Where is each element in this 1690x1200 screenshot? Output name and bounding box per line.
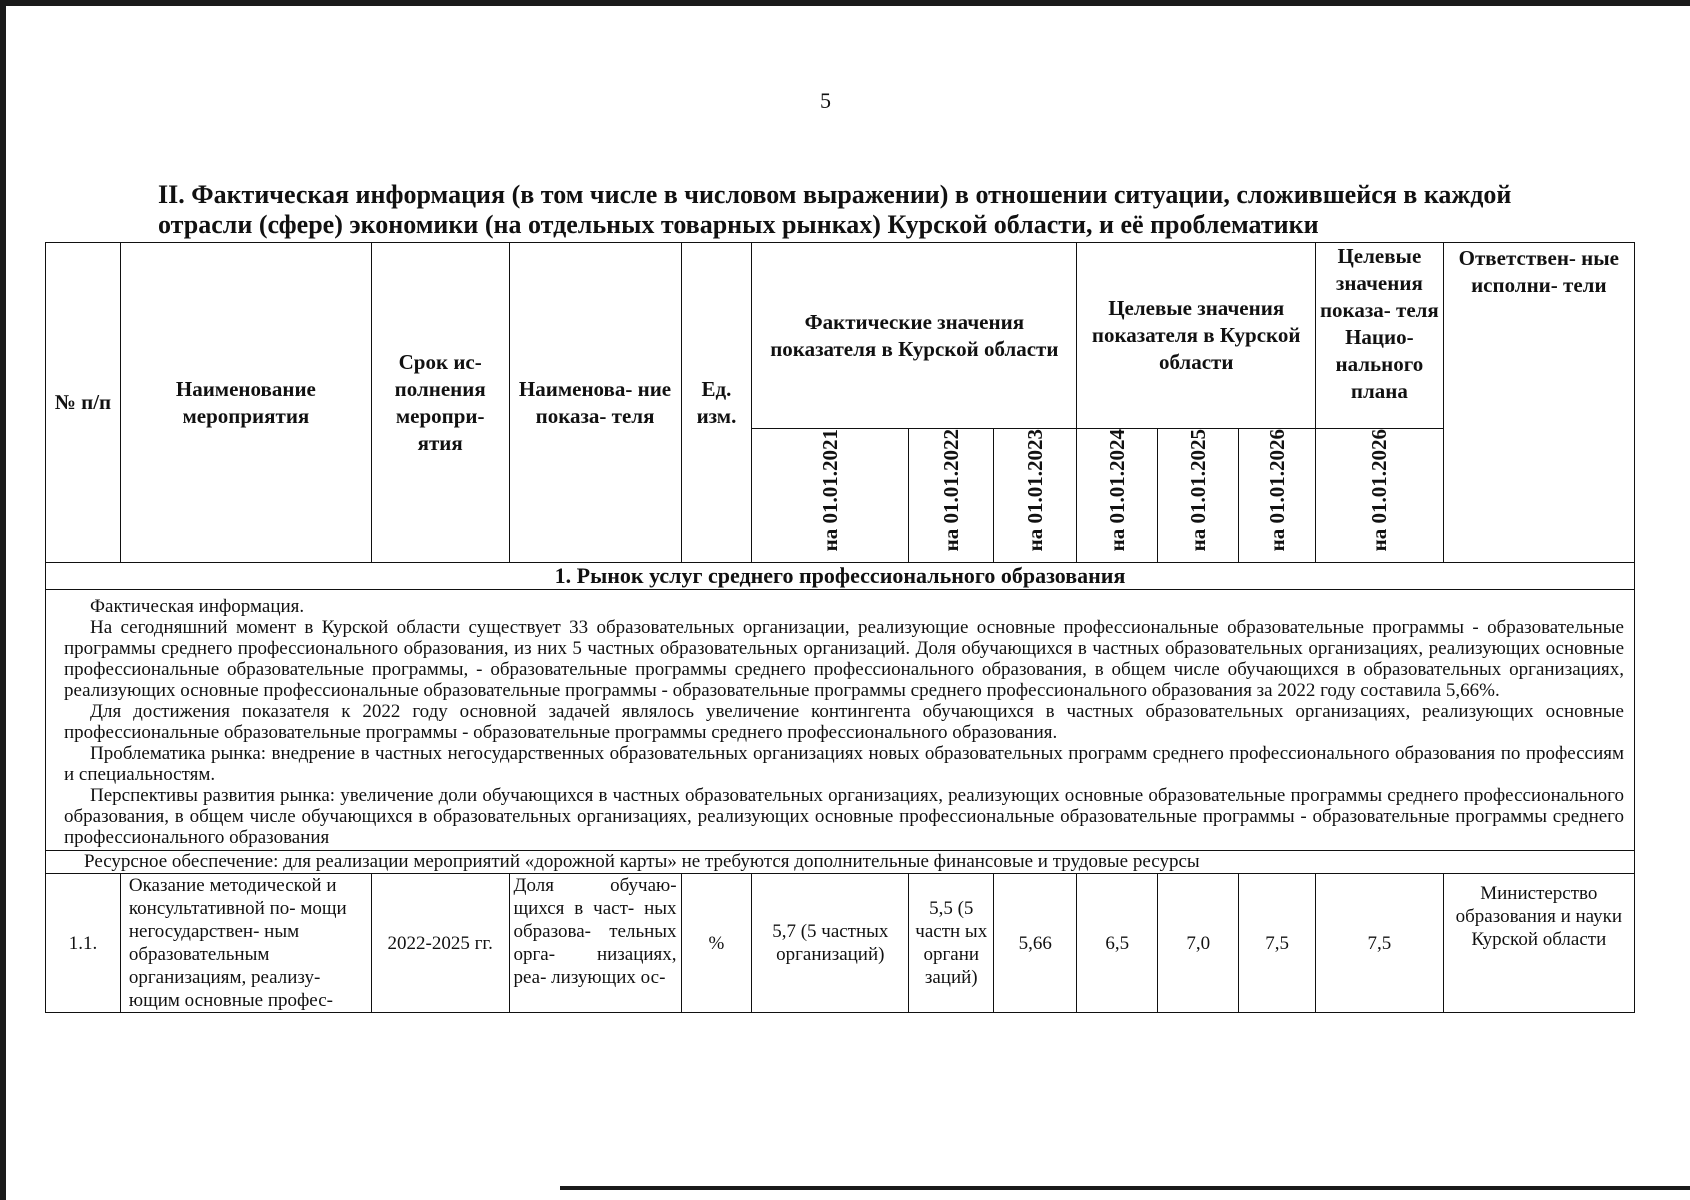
row-national-value: 7,5 [1316, 874, 1444, 1013]
header-date-2021: на 01.01.2021 [818, 429, 843, 552]
header-activity: Наименование мероприятия [120, 243, 371, 563]
header-date-2023: на 01.01.2023 [1023, 429, 1048, 552]
row-value-2021: 5,7 (5 частных организаций) [752, 874, 909, 1013]
header-responsible: Ответствен- ные исполни- тели [1443, 243, 1634, 563]
roadmap-table [45, 242, 1635, 1013]
row-number: 1.1. [46, 874, 121, 1013]
header-date-national-2026: на 01.01.2026 [1367, 429, 1392, 552]
row-value-2022: 5,5 (5 частн ых органи заций) [909, 874, 994, 1013]
header-national-plan: Целевые значения показа- теля Нацио- нального плана [1316, 243, 1444, 429]
row-indicator: Доля обучаю- щихся в част- ных образова- тельных орга- низациях, реа- лизующих ос- [509, 874, 681, 1013]
row-value-2023: 5,66 [994, 874, 1077, 1013]
header-actual-values: Фактические значения показателя в Курской области [752, 243, 1077, 429]
row-term: 2022-2025 гг. [371, 874, 509, 1013]
row-value-2024: 6,5 [1077, 874, 1158, 1013]
section-title: II. Фактическая информация (в том числе в числовом выражении) в отношении ситуации, сложившейся в каждой отрасли (сфере) экономики (на отдельных товарных рынках) Курской области, и её проблематики [158, 180, 1512, 239]
header-date-2025: на 01.01.2025 [1186, 429, 1211, 552]
scan-border-top [0, 0, 1690, 6]
page-number: 5 [820, 88, 831, 113]
row-value-2026: 7,5 [1239, 874, 1316, 1013]
facts-label: Фактическая информация. [90, 596, 305, 617]
row-activity: Оказание методической и консультативной по- мощи негосударствен- ным образовательным организациям, реализу- ющим основные профес- [120, 874, 371, 1013]
row-responsible: Министерство образования и науки Курской области [1443, 874, 1634, 1013]
facts-paragraph: Проблематика рынка: внедрение в частных негосударственных образовательных организациях новых образовательных программ среднего профессионального образования по профессиям и специальностям. [64, 743, 1624, 785]
resources-line: Ресурсное обеспечение: для реализации мероприятий «дорожной карты» не требуются дополнительные финансовые и трудовые ресурсы [46, 851, 1635, 874]
header-date-2022: на 01.01.2022 [939, 429, 964, 552]
header-date-2024: на 01.01.2024 [1105, 429, 1130, 552]
section-heading: 1. Рынок услуг среднего профессионального образования [46, 563, 1635, 590]
header-date-2026: на 01.01.2026 [1265, 429, 1290, 552]
facts-block [46, 590, 1635, 851]
row-unit: % [681, 874, 752, 1013]
scan-border-bottom [560, 1186, 1690, 1190]
row-value-2025: 7,0 [1158, 874, 1239, 1013]
facts-paragraph: Для достижения показателя к 2022 году основной задачей являлось увеличение контингента обучающихся в частных образовательных организациях, реализующих основные профессиональные образовательные программы - образовательные программы среднего профессионального образования. [64, 701, 1624, 743]
header-term: Срок ис- полнения меропри- ятия [371, 243, 509, 563]
facts-paragraph: Перспективы развития рынка: увеличение доли обучающихся в частных образовательных организациях, реализующих основные образовательные программы среднего профессионального образования, в общем числе обучающихся в образовательных организациях, реализующих основные профессиональные образовательные программы - образовательные программы среднего профессионального образования [64, 785, 1624, 848]
facts-paragraph: На сегодняшний момент в Курской области существует 33 образовательных организации, реализующие основные профессиональные образовательные программы - образовательные программы среднего профессионального образования, из них 5 частных образовательных организаций. Доля обучающихся в частных образовательных организациях, реализующих основные профессиональные образовательные программы, - образовательные программы среднего профессионального образования, в общем числе обучающихся в образовательных организациях, реализующих основные профессиональные образовательные программы - образовательные программы среднего профессионального образования за 2022 году составила 5,66%. [64, 617, 1624, 701]
header-num: № п/п [46, 243, 121, 563]
header-target-values: Целевые значения показателя в Курской области [1077, 243, 1316, 429]
scan-border-left [0, 0, 6, 1200]
header-unit: Ед. изм. [681, 243, 752, 563]
header-indicator: Наименова- ние показа- теля [509, 243, 681, 563]
